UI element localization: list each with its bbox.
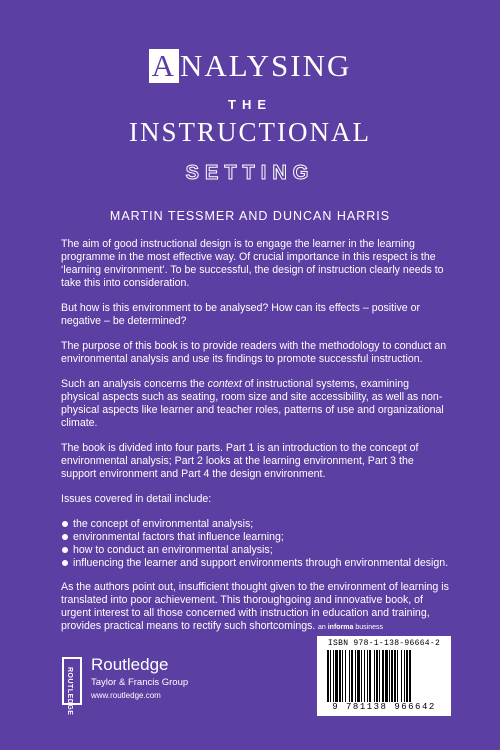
list-item bbox=[61, 557, 449, 570]
publisher-block bbox=[62, 655, 242, 716]
paragraph-1: The aim of good instructional design is to engage the learner in the learning programme in the most effective way. Of crucial importance in this respect is the ‘learning environment’. To be successful, the design of instruction clearly needs to take this into consideration. bbox=[61, 238, 444, 289]
title-line-setting: SETTING bbox=[185, 162, 315, 184]
paragraph-7: As the authors point out, insufficient thought given to the environment of learning is translated into poor achievement. This thoroughgoing and innovative book, of urgent interest to all those concerned with instruction in education and training, provides practical means to rectify such shortcomings. bbox=[61, 581, 449, 632]
bullet-icon bbox=[62, 534, 68, 540]
title-line-instructional: INSTRUCTIONAL bbox=[129, 117, 371, 147]
paragraph-4 bbox=[61, 378, 449, 430]
paragraph-6: Issues covered in detail include: bbox=[61, 493, 212, 505]
isbn-text: ISBN 978-1-138-96664-2 bbox=[327, 639, 441, 648]
logo-text: ROUTLEDGE bbox=[66, 667, 73, 716]
paragraph-5: The book is divided into four parts. Part 1 is an introduction to the concept of environmental analysis; Part 2 looks at the learning environment, Part 3 the support environment and Part 4 the design environment. bbox=[61, 442, 419, 480]
list-item-text: environmental factors that influence learning; bbox=[73, 531, 284, 543]
title-line-the: THE bbox=[228, 97, 272, 112]
authors: MARTIN TESSMER AND DUNCAN HARRIS bbox=[109, 209, 391, 223]
blurb bbox=[61, 238, 449, 645]
bullet-icon bbox=[62, 560, 68, 566]
list-item bbox=[61, 518, 449, 531]
paragraph-4-emphasis: context bbox=[207, 378, 242, 390]
title-initial: A bbox=[149, 49, 179, 83]
paragraph-2: But how is this environment to be analysed? How can its effects – positive or negative – be determined? bbox=[61, 302, 421, 327]
bullet-icon bbox=[62, 547, 68, 553]
title-line-analysing bbox=[0, 48, 500, 84]
issues-list bbox=[61, 518, 449, 570]
list-item-text: the concept of environmental analysis; bbox=[73, 518, 254, 530]
list-item-text: how to conduct an environmental analysis; bbox=[73, 544, 273, 556]
publisher-group: Taylor & Francis Group bbox=[91, 677, 189, 688]
isbn-barcode bbox=[317, 636, 451, 716]
paragraph-4-end: of instructional systems, examining physical aspects such as seating, room size and site accessibility, as well as non-physical aspects like learner and teacher roles, patterns of use and organizational climate. bbox=[61, 378, 444, 429]
title-line1-rest: NALYSING bbox=[180, 48, 352, 83]
paragraph-3: The purpose of this book is to provide readers with the methodology to conduct an environmental analysis and use its findings to promote successful instruction. bbox=[61, 340, 447, 365]
informa-tagline bbox=[318, 624, 383, 631]
list-item bbox=[61, 544, 449, 557]
publisher-name: Routledge bbox=[91, 655, 169, 674]
list-item-text: influencing the learner and support environments through environmental design. bbox=[73, 557, 449, 569]
informa-brand: informa bbox=[327, 624, 354, 631]
informa-suffix: business bbox=[353, 624, 383, 631]
list-item bbox=[61, 531, 449, 544]
informa-prefix: an bbox=[318, 624, 328, 631]
bullet-icon bbox=[62, 521, 68, 527]
paragraph-4-start: Such an analysis concerns the bbox=[61, 378, 208, 390]
routledge-logo-icon bbox=[62, 657, 82, 716]
publisher-url: www.routledge.com bbox=[91, 691, 161, 700]
barcode-number: 9 781138 966642 bbox=[332, 702, 436, 712]
barcode-bars-icon bbox=[327, 650, 441, 702]
